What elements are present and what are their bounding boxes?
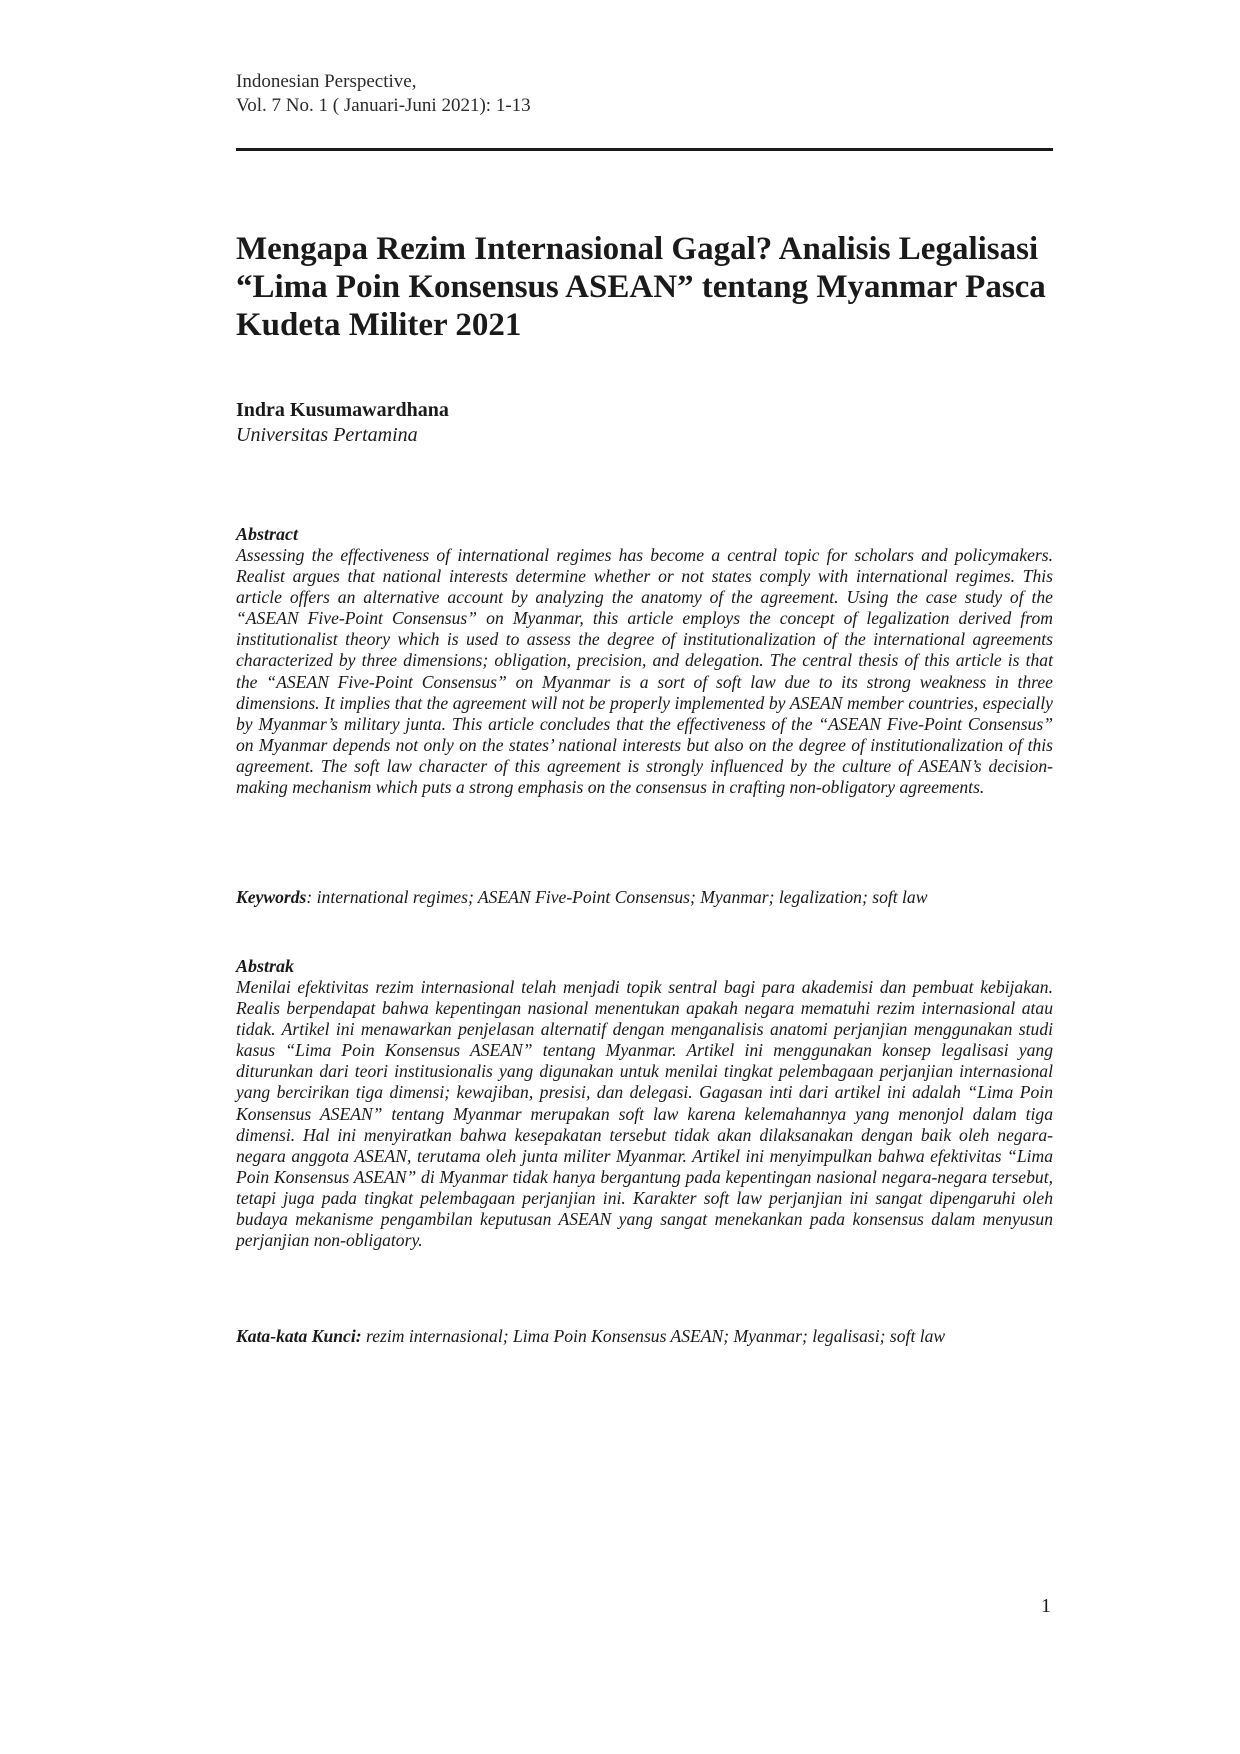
abstract-indonesian [236, 956, 1053, 1251]
running-head [236, 70, 531, 118]
abstrak-heading: Abstrak [236, 956, 295, 976]
author-block [236, 398, 449, 448]
author-name: Indra Kusumawardhana [236, 399, 449, 421]
kata-kunci-list: rezim internasional; Lima Poin Konsensus ASEAN; Myanmar; legalisasi; soft law [361, 1326, 946, 1346]
author-affiliation: Universitas Pertamina [236, 424, 418, 446]
page-number: 1 [1041, 1595, 1051, 1617]
journal-issue: Vol. 7 No. 1 ( Januari-Juni 2021): 1-13 [236, 95, 531, 116]
abstract-english [236, 524, 1053, 798]
keywords-english [236, 887, 1053, 908]
keywords-list: : international regimes; ASEAN Five-Point Consensus; Myanmar; legalization; soft law [306, 887, 928, 907]
header-rule [236, 148, 1053, 151]
abstract-body: Assessing the effectiveness of international regimes has become a central topic for scholars and policymakers. Realist argues that national interests determine whether or not states comply with international regimes. This article offers an alternative account by analyzing the anatomy of the agreement. Using the case study of the “ASEAN Five-Point Consensus” on Myanmar, this article employs the concept of legalization derived from institutionalist theory which is used to assess the degree of institutionalization of the international agreements characterized by three dimensions; obligation, precision, and delegation. The central thesis of this article is that the “ASEAN Five-Point Consensus” on Myanmar is a sort of soft law due to its strong weakness in three dimensions. It implies that the agreement will not be properly implemented by ASEAN member countries, especially by Myanmar’s military junta. This article concludes that the effectiveness of the “ASEAN Five-Point Consensus” on Myanmar depends not only on the states’ national interests but also on the degree of institutionalization of this agreement. The soft law character of this agreement is strongly influenced by the culture of ASEAN’s decision-making mechanism which puts a strong emphasis on the consensus in crafting non-obligatory agreements. [236, 545, 1053, 798]
abstract-heading: Abstract [236, 524, 299, 544]
kata-kunci-label: Kata-kata Kunci: [236, 1326, 362, 1346]
abstrak-body: Menilai efektivitas rezim internasional telah menjadi topik sentral bagi para akademisi dan pembuat kebijakan. Realis berpendapat bahwa kepentingan nasional menentukan apakah negara mematuhi rezim internasional atau tidak. Artikel ini menawarkan penjelasan alternatif dengan menganalisis anatomi perjanjian menggunakan studi kasus “Lima Poin Konsensus ASEAN” tentang Myanmar. Artikel ini menggunakan konsep legalisasi yang diturunkan dari teori institusionalis yang digunakan untuk menilai tingkat pelembagaan perjanjian internasional yang bercirikan tiga dimensi; kewajiban, presisi, dan delegasi. Gagasan inti dari artikel ini adalah “Lima Poin Konsensus ASEAN” tentang Myanmar merupakan soft law karena kelemahannya yang menonjol dalam tiga dimensi. Hal ini menyiratkan bahwa kesepakatan tersebut tidak akan dilaksanakan dengan baik oleh negara-negara anggota ASEAN, terutama oleh junta militer Myanmar. Artikel ini menyimpulkan bahwa efektivitas “Lima Poin Konsensus ASEAN” di Myanmar tidak hanya bergantung pada kepentingan nasional negara-negara tersebut, tetapi juga pada tingkat pelembagaan perjanjian ini. Karakter soft law perjanjian ini sangat dipengaruhi oleh budaya mekanisme pengambilan keputusan ASEAN yang sangat menekankan pada konsensus dalam menyusun perjanjian non-obligatory. [236, 977, 1053, 1251]
keywords-indonesian [236, 1326, 1053, 1347]
article-title: Mengapa Rezim Internasional Gagal? Analisis Legalisasi “Lima Poin Konsensus ASEAN” tentang Myanmar Pasca Kudeta Militer 2021 [236, 231, 1046, 343]
keywords-label: Keywords [236, 887, 307, 907]
journal-name: Indonesian Perspective, [236, 71, 417, 92]
